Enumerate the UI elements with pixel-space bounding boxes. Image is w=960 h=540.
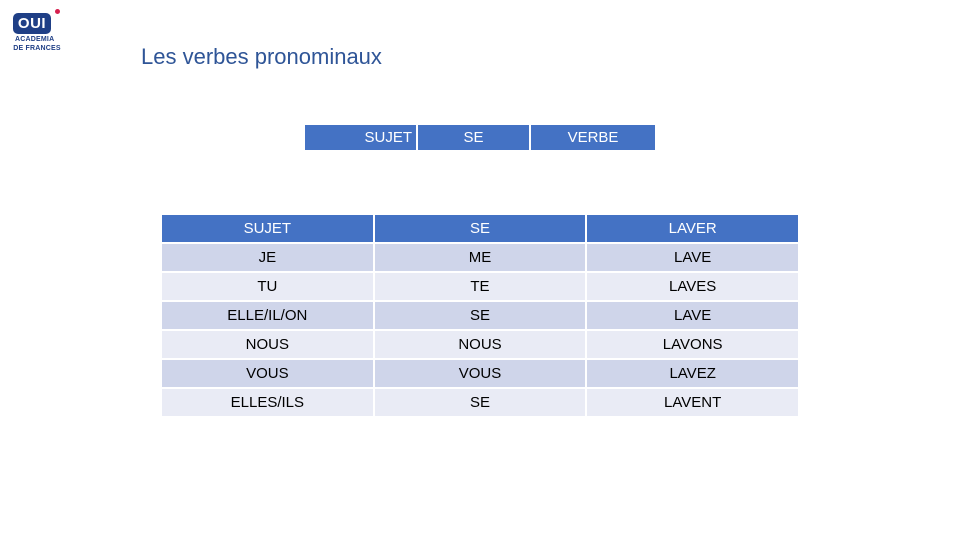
cell-pronoun: SE: [374, 301, 587, 330]
cell-subject: NOUS: [161, 330, 374, 359]
conjugation-table: [160, 213, 800, 418]
cell-pronoun: SE: [374, 388, 587, 417]
cell-verb: LAVONS: [586, 330, 799, 359]
logo-dot-icon: [55, 9, 60, 14]
table-row: [161, 243, 799, 272]
logo: [9, 8, 65, 56]
slide-title: Les verbes pronominaux: [141, 44, 382, 69]
header-strip-verbe: VERBE: [531, 125, 655, 150]
logo-line-2: DE FRANCES: [13, 45, 61, 52]
cell-verb: LAVEZ: [586, 359, 799, 388]
cell-verb: LAVE: [586, 301, 799, 330]
header-strip: [305, 125, 655, 150]
cell-pronoun: ME: [374, 243, 587, 272]
cell-verb: LAVES: [586, 272, 799, 301]
cell-pronoun: VOUS: [374, 359, 587, 388]
table-row: [161, 359, 799, 388]
header-strip-sujet: SUJET: [305, 125, 416, 150]
cell-verb: LAVENT: [586, 388, 799, 417]
column-header-se: SE: [374, 214, 587, 243]
cell-subject: VOUS: [161, 359, 374, 388]
cell-verb: LAVE: [586, 243, 799, 272]
cell-subject: TU: [161, 272, 374, 301]
cell-subject: ELLES/ILS: [161, 388, 374, 417]
column-header-verb: LAVER: [586, 214, 799, 243]
cell-pronoun: TE: [374, 272, 587, 301]
logo-badge: OUI: [13, 13, 51, 34]
table-row: [161, 301, 799, 330]
table-header-row: [161, 214, 799, 243]
cell-subject: ELLE/IL/ON: [161, 301, 374, 330]
cell-pronoun: NOUS: [374, 330, 587, 359]
logo-line-1: ACADEMIA: [15, 36, 55, 43]
column-header-sujet: SUJET: [161, 214, 374, 243]
table-row: [161, 388, 799, 417]
table-row: [161, 330, 799, 359]
table-row: [161, 272, 799, 301]
header-strip-se: SE: [418, 125, 529, 150]
cell-subject: JE: [161, 243, 374, 272]
